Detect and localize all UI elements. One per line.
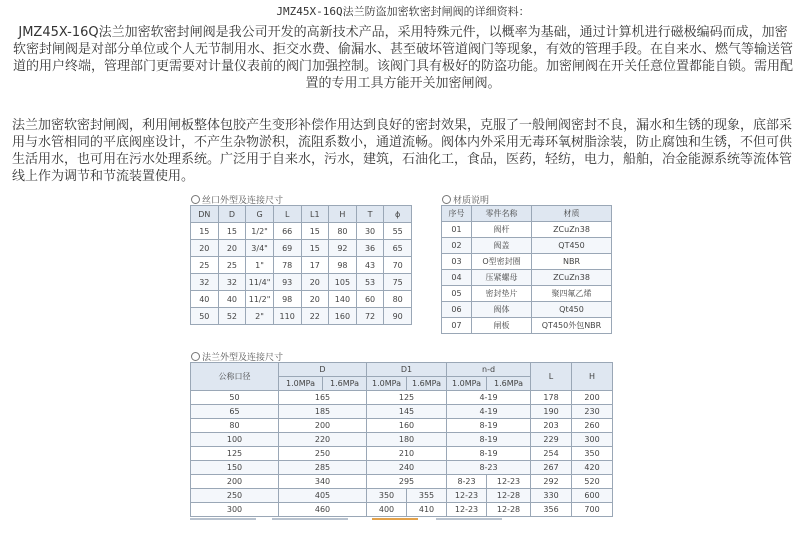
table-cell: Qt450 bbox=[532, 302, 612, 318]
header-nd: n-d bbox=[447, 363, 531, 377]
table-cell: 250 bbox=[279, 447, 367, 461]
circle-bullet-icon bbox=[191, 195, 200, 204]
table-cell: 70 bbox=[384, 257, 412, 274]
header-pressure: 1.6MPa bbox=[487, 377, 531, 391]
table-cell: 15 bbox=[301, 223, 329, 240]
table-cell: 12-23 bbox=[487, 475, 531, 489]
table-cell: 02 bbox=[442, 238, 472, 254]
nominal-size-cell: 150 bbox=[191, 461, 279, 475]
table-row bbox=[191, 257, 412, 274]
table-cell: 66 bbox=[273, 223, 301, 240]
table-cell: 460 bbox=[279, 503, 367, 517]
nominal-size-cell: 100 bbox=[191, 433, 279, 447]
table-row bbox=[442, 254, 612, 270]
table-cell: 350 bbox=[572, 447, 613, 461]
table-cell: 520 bbox=[572, 475, 613, 489]
feature-paragraph: 法兰加密软密封闸阀，利用闸板整体包胶产生变形补偿作用达到良好的密封效果，克服了一般闸阀密封不良，漏水和生锈的现象，底部采用与水管相同的平底阀座设计，不产生杂物淤积，流阻系数小，通道流畅。阀体内外采用无毒环氧树脂涂装，防止腐蚀和生锈，不但可供生活用水，也可用在污水处理系统。广泛用于自来水，污水，建筑，石油化工，食品，医药，轻纺，电力，船舶，冶金能源系统等流体管线上作为调节和节流装置使用。 bbox=[12, 118, 793, 184]
header-cell: ϕ bbox=[384, 206, 412, 223]
table-cell: 90 bbox=[384, 308, 412, 325]
header-d1: D1 bbox=[367, 363, 447, 377]
table-cell: 230 bbox=[572, 405, 613, 419]
table-cell: 12-28 bbox=[487, 503, 531, 517]
table-cell: 700 bbox=[572, 503, 613, 517]
table-cell: 80 bbox=[384, 291, 412, 308]
table-cell: 8-19 bbox=[447, 447, 531, 461]
table-cell: 40 bbox=[218, 291, 246, 308]
table-cell: 178 bbox=[531, 391, 572, 405]
table-header-row bbox=[442, 206, 612, 222]
table-row bbox=[191, 447, 613, 461]
table-cell: 15 bbox=[218, 223, 246, 240]
table-cell: 420 bbox=[572, 461, 613, 475]
circle-bullet-icon bbox=[191, 352, 200, 361]
header-cell: 序号 bbox=[442, 206, 472, 222]
table-cell: 52 bbox=[218, 308, 246, 325]
table-row bbox=[191, 291, 412, 308]
table-cell: 8-23 bbox=[447, 475, 487, 489]
table-cell: 32 bbox=[191, 274, 219, 291]
table-cell: 2" bbox=[246, 308, 274, 325]
nominal-size-cell: 300 bbox=[191, 503, 279, 517]
header-pressure: 1.0MPa bbox=[447, 377, 487, 391]
table-cell: 160 bbox=[367, 419, 447, 433]
table-cell: 145 bbox=[367, 405, 447, 419]
table-cell: 229 bbox=[531, 433, 572, 447]
table-cell: 65 bbox=[384, 240, 412, 257]
separator-bar bbox=[190, 518, 256, 520]
table-cell: 140 bbox=[329, 291, 357, 308]
table-cell: 80 bbox=[329, 223, 357, 240]
thread-dimensions-table bbox=[190, 205, 412, 325]
table-cell: 1" bbox=[246, 257, 274, 274]
table-cell: 300 bbox=[572, 433, 613, 447]
table-row bbox=[191, 489, 613, 503]
table-cell: 1/2" bbox=[246, 223, 274, 240]
header-cell: D bbox=[218, 206, 246, 223]
header-nominal: 公称口径 bbox=[191, 363, 279, 391]
nominal-size-cell: 80 bbox=[191, 419, 279, 433]
table-cell: 185 bbox=[279, 405, 367, 419]
table-cell: 93 bbox=[273, 274, 301, 291]
table-cell: 200 bbox=[572, 391, 613, 405]
table-cell: 125 bbox=[367, 391, 447, 405]
table-cell: 210 bbox=[367, 447, 447, 461]
table-cell: 92 bbox=[329, 240, 357, 257]
flange-dimensions-table bbox=[190, 362, 613, 517]
table-cell: 98 bbox=[273, 291, 301, 308]
nominal-size-cell: 125 bbox=[191, 447, 279, 461]
table-row bbox=[442, 302, 612, 318]
nominal-size-cell: 250 bbox=[191, 489, 279, 503]
table-cell: 12-23 bbox=[447, 489, 487, 503]
table-cell: 69 bbox=[273, 240, 301, 257]
table-row bbox=[442, 318, 612, 334]
header-cell: DN bbox=[191, 206, 219, 223]
table-cell: 292 bbox=[531, 475, 572, 489]
table-cell: 285 bbox=[279, 461, 367, 475]
table-cell: 8-19 bbox=[447, 433, 531, 447]
table-cell: 110 bbox=[273, 308, 301, 325]
header-cell: G bbox=[246, 206, 274, 223]
intro-paragraph: JMZ45X-16Q法兰加密软密封闸阀是我公司开发的高新技术产品，采用特殊元件，以概率为基础，通过计算机进行磁极编码而成，加密软密封闸阀是对部分单位或个人无节制用水、拒交水费、偷漏水、甚至破坏管道阀门等现象，有效的管理手段。在自来水、燃气等输送管道的用户终端，管理部门更需要对计量仪表前的阀门加强控制。该阀门具有极好的防盗功能。加密闸阀在开关任意位置都能自锁。需用配置的专用工具方能开关加密闸阀。 bbox=[12, 25, 793, 91]
table-cell: 20 bbox=[301, 274, 329, 291]
table-cell: 03 bbox=[442, 254, 472, 270]
table-cell: 20 bbox=[218, 240, 246, 257]
material-table-title-text: 材质说明 bbox=[453, 196, 490, 206]
table-cell: 11/2" bbox=[246, 291, 274, 308]
table-cell: 55 bbox=[384, 223, 412, 240]
table-cell: 30 bbox=[356, 223, 384, 240]
table-cell: 闸板 bbox=[472, 318, 532, 334]
table-cell: 25 bbox=[218, 257, 246, 274]
header-cell: L bbox=[273, 206, 301, 223]
header-l: L bbox=[531, 363, 572, 391]
page-title: JMZ45X-16Q法兰防盗加密软密封闸阀的详细资料： bbox=[276, 5, 530, 18]
nominal-size-cell: 200 bbox=[191, 475, 279, 489]
table-cell: 12-28 bbox=[487, 489, 531, 503]
table-cell: 203 bbox=[531, 419, 572, 433]
table-cell: 220 bbox=[279, 433, 367, 447]
table-cell: QT450外包NBR bbox=[532, 318, 612, 334]
table-cell: 32 bbox=[218, 274, 246, 291]
table-row bbox=[191, 419, 613, 433]
header-cell: T bbox=[356, 206, 384, 223]
table-cell: 405 bbox=[279, 489, 367, 503]
table-cell: 340 bbox=[279, 475, 367, 489]
table-cell: NBR bbox=[532, 254, 612, 270]
table-row bbox=[191, 503, 613, 517]
circle-bullet-icon bbox=[442, 195, 451, 204]
table-cell: ZCuZn38 bbox=[532, 270, 612, 286]
table-cell: 22 bbox=[301, 308, 329, 325]
table-cell: 200 bbox=[279, 419, 367, 433]
header-pressure: 1.0MPa bbox=[367, 377, 407, 391]
table-cell: 06 bbox=[442, 302, 472, 318]
table-cell: 190 bbox=[531, 405, 572, 419]
table-cell: 98 bbox=[329, 257, 357, 274]
separator-bar bbox=[272, 518, 348, 520]
table-cell: 355 bbox=[407, 489, 447, 503]
table-cell: 40 bbox=[191, 291, 219, 308]
table-cell: 400 bbox=[367, 503, 407, 517]
table-cell: 72 bbox=[356, 308, 384, 325]
table-cell: 8-19 bbox=[447, 419, 531, 433]
material-table bbox=[441, 205, 612, 334]
table-row bbox=[442, 270, 612, 286]
table-cell: 密封垫片 bbox=[472, 286, 532, 302]
table-cell: 330 bbox=[531, 489, 572, 503]
table-cell: 267 bbox=[531, 461, 572, 475]
table-cell: 阀体 bbox=[472, 302, 532, 318]
table-cell: 20 bbox=[301, 291, 329, 308]
table-cell: 43 bbox=[356, 257, 384, 274]
table-cell: 05 bbox=[442, 286, 472, 302]
table-row bbox=[442, 222, 612, 238]
flange-table-title-text: 法兰外型及连接尺寸 bbox=[202, 353, 284, 363]
table-cell: 295 bbox=[367, 475, 447, 489]
table-cell: 阀盖 bbox=[472, 238, 532, 254]
table-row bbox=[191, 433, 613, 447]
table-cell: 4-19 bbox=[447, 391, 531, 405]
table-row bbox=[191, 461, 613, 475]
table-cell: 180 bbox=[367, 433, 447, 447]
table-cell: 阀杆 bbox=[472, 222, 532, 238]
table-row bbox=[191, 391, 613, 405]
header-cell: H bbox=[329, 206, 357, 223]
header-pressure: 1.6MPa bbox=[407, 377, 447, 391]
table-cell: 聚四氟乙烯 bbox=[532, 286, 612, 302]
table-cell: 15 bbox=[191, 223, 219, 240]
table-cell: 20 bbox=[191, 240, 219, 257]
header-d: D bbox=[279, 363, 367, 377]
table-cell: ZCuZn38 bbox=[532, 222, 612, 238]
table-cell: 60 bbox=[356, 291, 384, 308]
header-cell: 材质 bbox=[532, 206, 612, 222]
table-cell: 压紧螺母 bbox=[472, 270, 532, 286]
table-header-row bbox=[191, 206, 412, 223]
separator-bar bbox=[436, 518, 502, 520]
table-row bbox=[442, 238, 612, 254]
table-cell: 78 bbox=[273, 257, 301, 274]
table-cell: 75 bbox=[384, 274, 412, 291]
table-cell: O型密封圈 bbox=[472, 254, 532, 270]
table-row bbox=[191, 274, 412, 291]
header-cell: 零件名称 bbox=[472, 206, 532, 222]
table-cell: 254 bbox=[531, 447, 572, 461]
header-pressure: 1.0MPa bbox=[279, 377, 323, 391]
table-cell: 4-19 bbox=[447, 405, 531, 419]
table-cell: 17 bbox=[301, 257, 329, 274]
table-cell: 350 bbox=[367, 489, 407, 503]
table-cell: 356 bbox=[531, 503, 572, 517]
table-cell: 410 bbox=[407, 503, 447, 517]
table-cell: 240 bbox=[367, 461, 447, 475]
table-row bbox=[442, 286, 612, 302]
table-cell: QT450 bbox=[532, 238, 612, 254]
nominal-size-cell: 65 bbox=[191, 405, 279, 419]
table-cell: 36 bbox=[356, 240, 384, 257]
table-cell: 15 bbox=[301, 240, 329, 257]
table-row bbox=[191, 240, 412, 257]
table-cell: 165 bbox=[279, 391, 367, 405]
header-h: H bbox=[572, 363, 613, 391]
table-row bbox=[191, 223, 412, 240]
thread-table-title-text: 丝口外型及连接尺寸 bbox=[202, 196, 284, 206]
table-cell: 11/4" bbox=[246, 274, 274, 291]
table-cell: 04 bbox=[442, 270, 472, 286]
table-cell: 25 bbox=[191, 257, 219, 274]
table-cell: 160 bbox=[329, 308, 357, 325]
table-cell: 3/4" bbox=[246, 240, 274, 257]
table-row bbox=[191, 405, 613, 419]
table-cell: 600 bbox=[572, 489, 613, 503]
table-cell: 50 bbox=[191, 308, 219, 325]
table-cell: 07 bbox=[442, 318, 472, 334]
table-row bbox=[191, 308, 412, 325]
nominal-size-cell: 50 bbox=[191, 391, 279, 405]
separator-bar bbox=[372, 518, 418, 520]
table-header-row bbox=[191, 363, 613, 377]
table-cell: 53 bbox=[356, 274, 384, 291]
table-cell: 260 bbox=[572, 419, 613, 433]
table-cell: 8-23 bbox=[447, 461, 531, 475]
table-cell: 12-23 bbox=[447, 503, 487, 517]
header-cell: L1 bbox=[301, 206, 329, 223]
table-cell: 105 bbox=[329, 274, 357, 291]
table-row bbox=[191, 475, 613, 489]
table-cell: 01 bbox=[442, 222, 472, 238]
header-pressure: 1.6MPa bbox=[323, 377, 367, 391]
